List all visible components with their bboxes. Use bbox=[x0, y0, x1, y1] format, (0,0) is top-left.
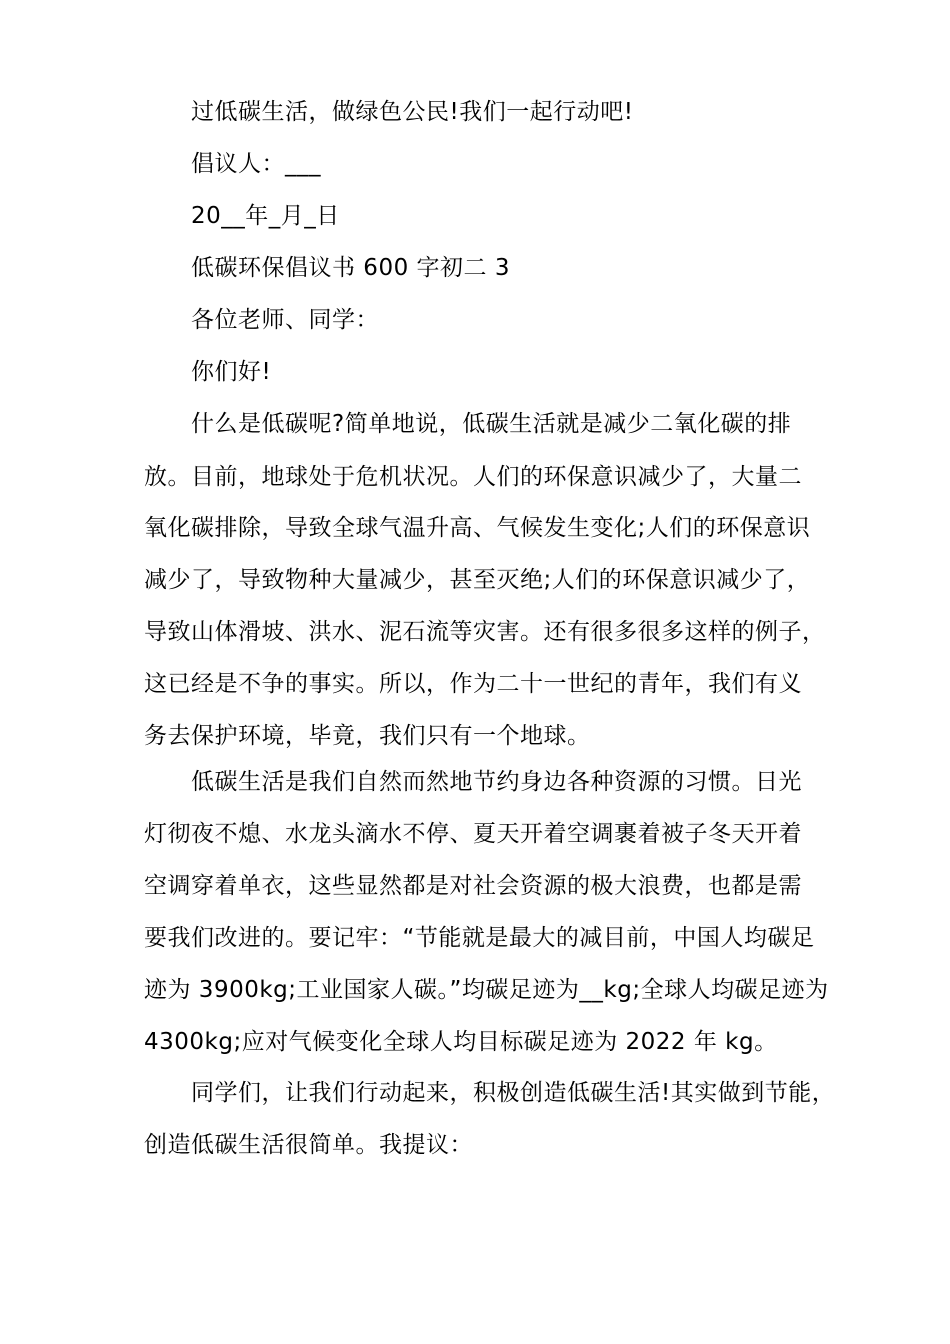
paragraph-line: 迹为 3900kg;工业国家人碳。”均碳足迹为__kg;全球人均碳足迹为 bbox=[144, 977, 829, 1003]
closing-call-line: 过低碳生活，做绿色公民!我们一起行动吧! bbox=[191, 99, 634, 125]
paragraph-line: 导致山体滑坡、洪水、泥石流等灾害。还有很多很多这样的例子， bbox=[144, 619, 826, 645]
date-line: 20__年_月_日 bbox=[191, 203, 340, 229]
salutation-line: 各位老师、同学： bbox=[191, 307, 379, 333]
paragraph-line: 4300kg;应对气候变化全球人均目标碳足迹为 2022 年 kg。 bbox=[144, 1029, 778, 1055]
paragraph-line: 减少了，导致物种大量减少，甚至灭绝;人们的环保意识减少了， bbox=[144, 567, 811, 593]
paragraph-line: 放。目前，地球处于危机状况。人们的环保意识减少了，大量二 bbox=[144, 464, 802, 490]
paragraph-line: 空调穿着单衣，这些显然都是对社会资源的极大浪费，也都是需 bbox=[144, 873, 802, 899]
article-title: 低碳环保倡议书 600 字初二 3 bbox=[191, 255, 510, 281]
greeting-line: 你们好! bbox=[191, 359, 272, 385]
paragraph-line: 什么是低碳呢?简单地说，低碳生活就是减少二氧化碳的排 bbox=[191, 411, 792, 437]
paragraph-line: 务去保护环境，毕竟，我们只有一个地球。 bbox=[144, 723, 591, 749]
proposer-line: 倡议人：___ bbox=[191, 151, 321, 177]
paragraph-line: 要我们改进的。要记牢：“节能就是最大的减目前，中国人均碳足 bbox=[144, 925, 815, 951]
paragraph-line: 灯彻夜不熄、水龙头滴水不停、夏天开着空调裹着被子冬天开着 bbox=[144, 821, 802, 847]
paragraph-line: 创造低碳生活很简单。我提议： bbox=[144, 1132, 473, 1158]
paragraph-line: 这已经是不争的事实。所以，作为二十一世纪的青年，我们有义 bbox=[144, 671, 802, 697]
paragraph-line: 低碳生活是我们自然而然地节约身边各种资源的习惯。日光 bbox=[191, 769, 802, 795]
paragraph-line: 同学们，让我们行动起来，积极创造低碳生活!其实做到节能， bbox=[191, 1080, 836, 1106]
paragraph-line: 氧化碳排除，导致全球气温升高、气候发生变化;人们的环保意识 bbox=[144, 515, 811, 541]
